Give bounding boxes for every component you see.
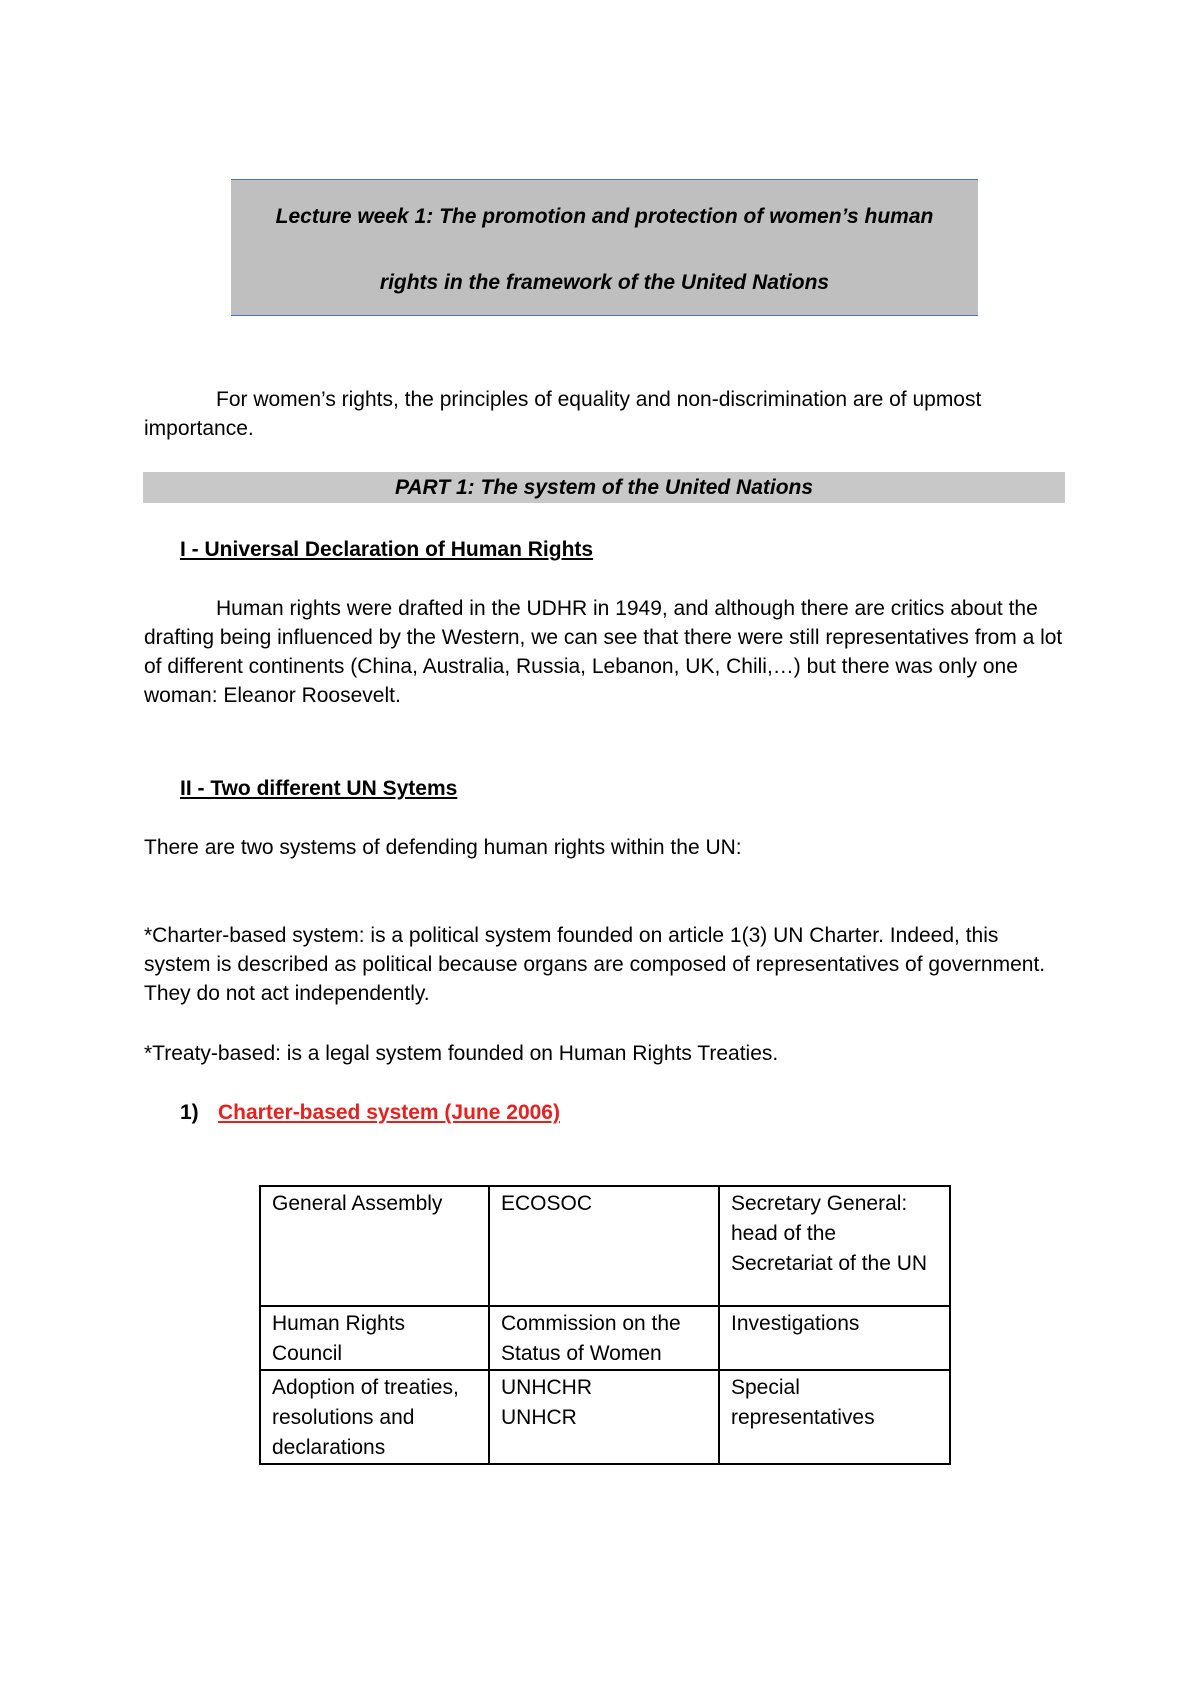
- section-2-heading: II - Two different UN Sytems: [180, 777, 458, 800]
- table-cell: Human Rights Council: [260, 1306, 489, 1370]
- table-cell: Adoption of treaties, resolutions and declarations: [260, 1370, 489, 1464]
- charter-based-paragraph: *Charter-based system: is a political system founded on article 1(3) UN Charter. Indeed, this system is described as political because organs are composed of representatives of government. They do not act independently.: [144, 924, 1046, 1005]
- intro-paragraph: For women’s rights, the principles of equality and non-discrimination are of upmost importance.: [144, 388, 982, 440]
- subsection-1-number: 1): [180, 1101, 199, 1124]
- table-cell: Secretary General: head of the Secretariat of the UN: [719, 1186, 950, 1306]
- section-1-heading: I - Universal Declaration of Human Rights: [180, 538, 594, 561]
- table-cell: General Assembly: [260, 1186, 489, 1306]
- table-cell: [489, 1370, 719, 1464]
- subsection-1-heading: [180, 1098, 560, 1127]
- table-row: [260, 1370, 950, 1464]
- lecture-title-line-1: Lecture week 1: The promotion and protection of women’s human: [275, 205, 934, 228]
- treaty-based-paragraph: *Treaty-based: is a legal system founded on Human Rights Treaties.: [144, 1042, 779, 1065]
- subsection-1-title: Charter-based system (June 2006): [218, 1101, 560, 1124]
- table-cell: Commission on the Status of Women: [489, 1306, 719, 1370]
- table-cell: Special representatives: [719, 1370, 950, 1464]
- table-cell-line: UNHCR: [501, 1406, 577, 1429]
- lecture-title-box: [231, 179, 978, 316]
- table-cell: ECOSOC: [489, 1186, 719, 1306]
- table-row: [260, 1186, 950, 1306]
- part-1-heading: PART 1: The system of the United Nations: [143, 472, 1065, 503]
- lecture-title-line-2: rights in the framework of the United Nations: [379, 271, 830, 294]
- charter-organs-table: [259, 1185, 951, 1465]
- table-cell: Investigations: [719, 1306, 950, 1370]
- table-cell-line: UNHCHR: [501, 1376, 592, 1399]
- section-1-body: Human rights were drafted in the UDHR in 1949, and although there are critics about the drafting being influenced by the Western, we can see that there were still representatives from a lot of different continents (China, Australia, Russia, Lebanon, UK, Chili,…) but there was only one woman: Eleanor Roosevelt.: [144, 597, 1063, 707]
- section-2-intro: There are two systems of defending human rights within the UN:: [144, 836, 742, 859]
- table-row: [260, 1306, 950, 1370]
